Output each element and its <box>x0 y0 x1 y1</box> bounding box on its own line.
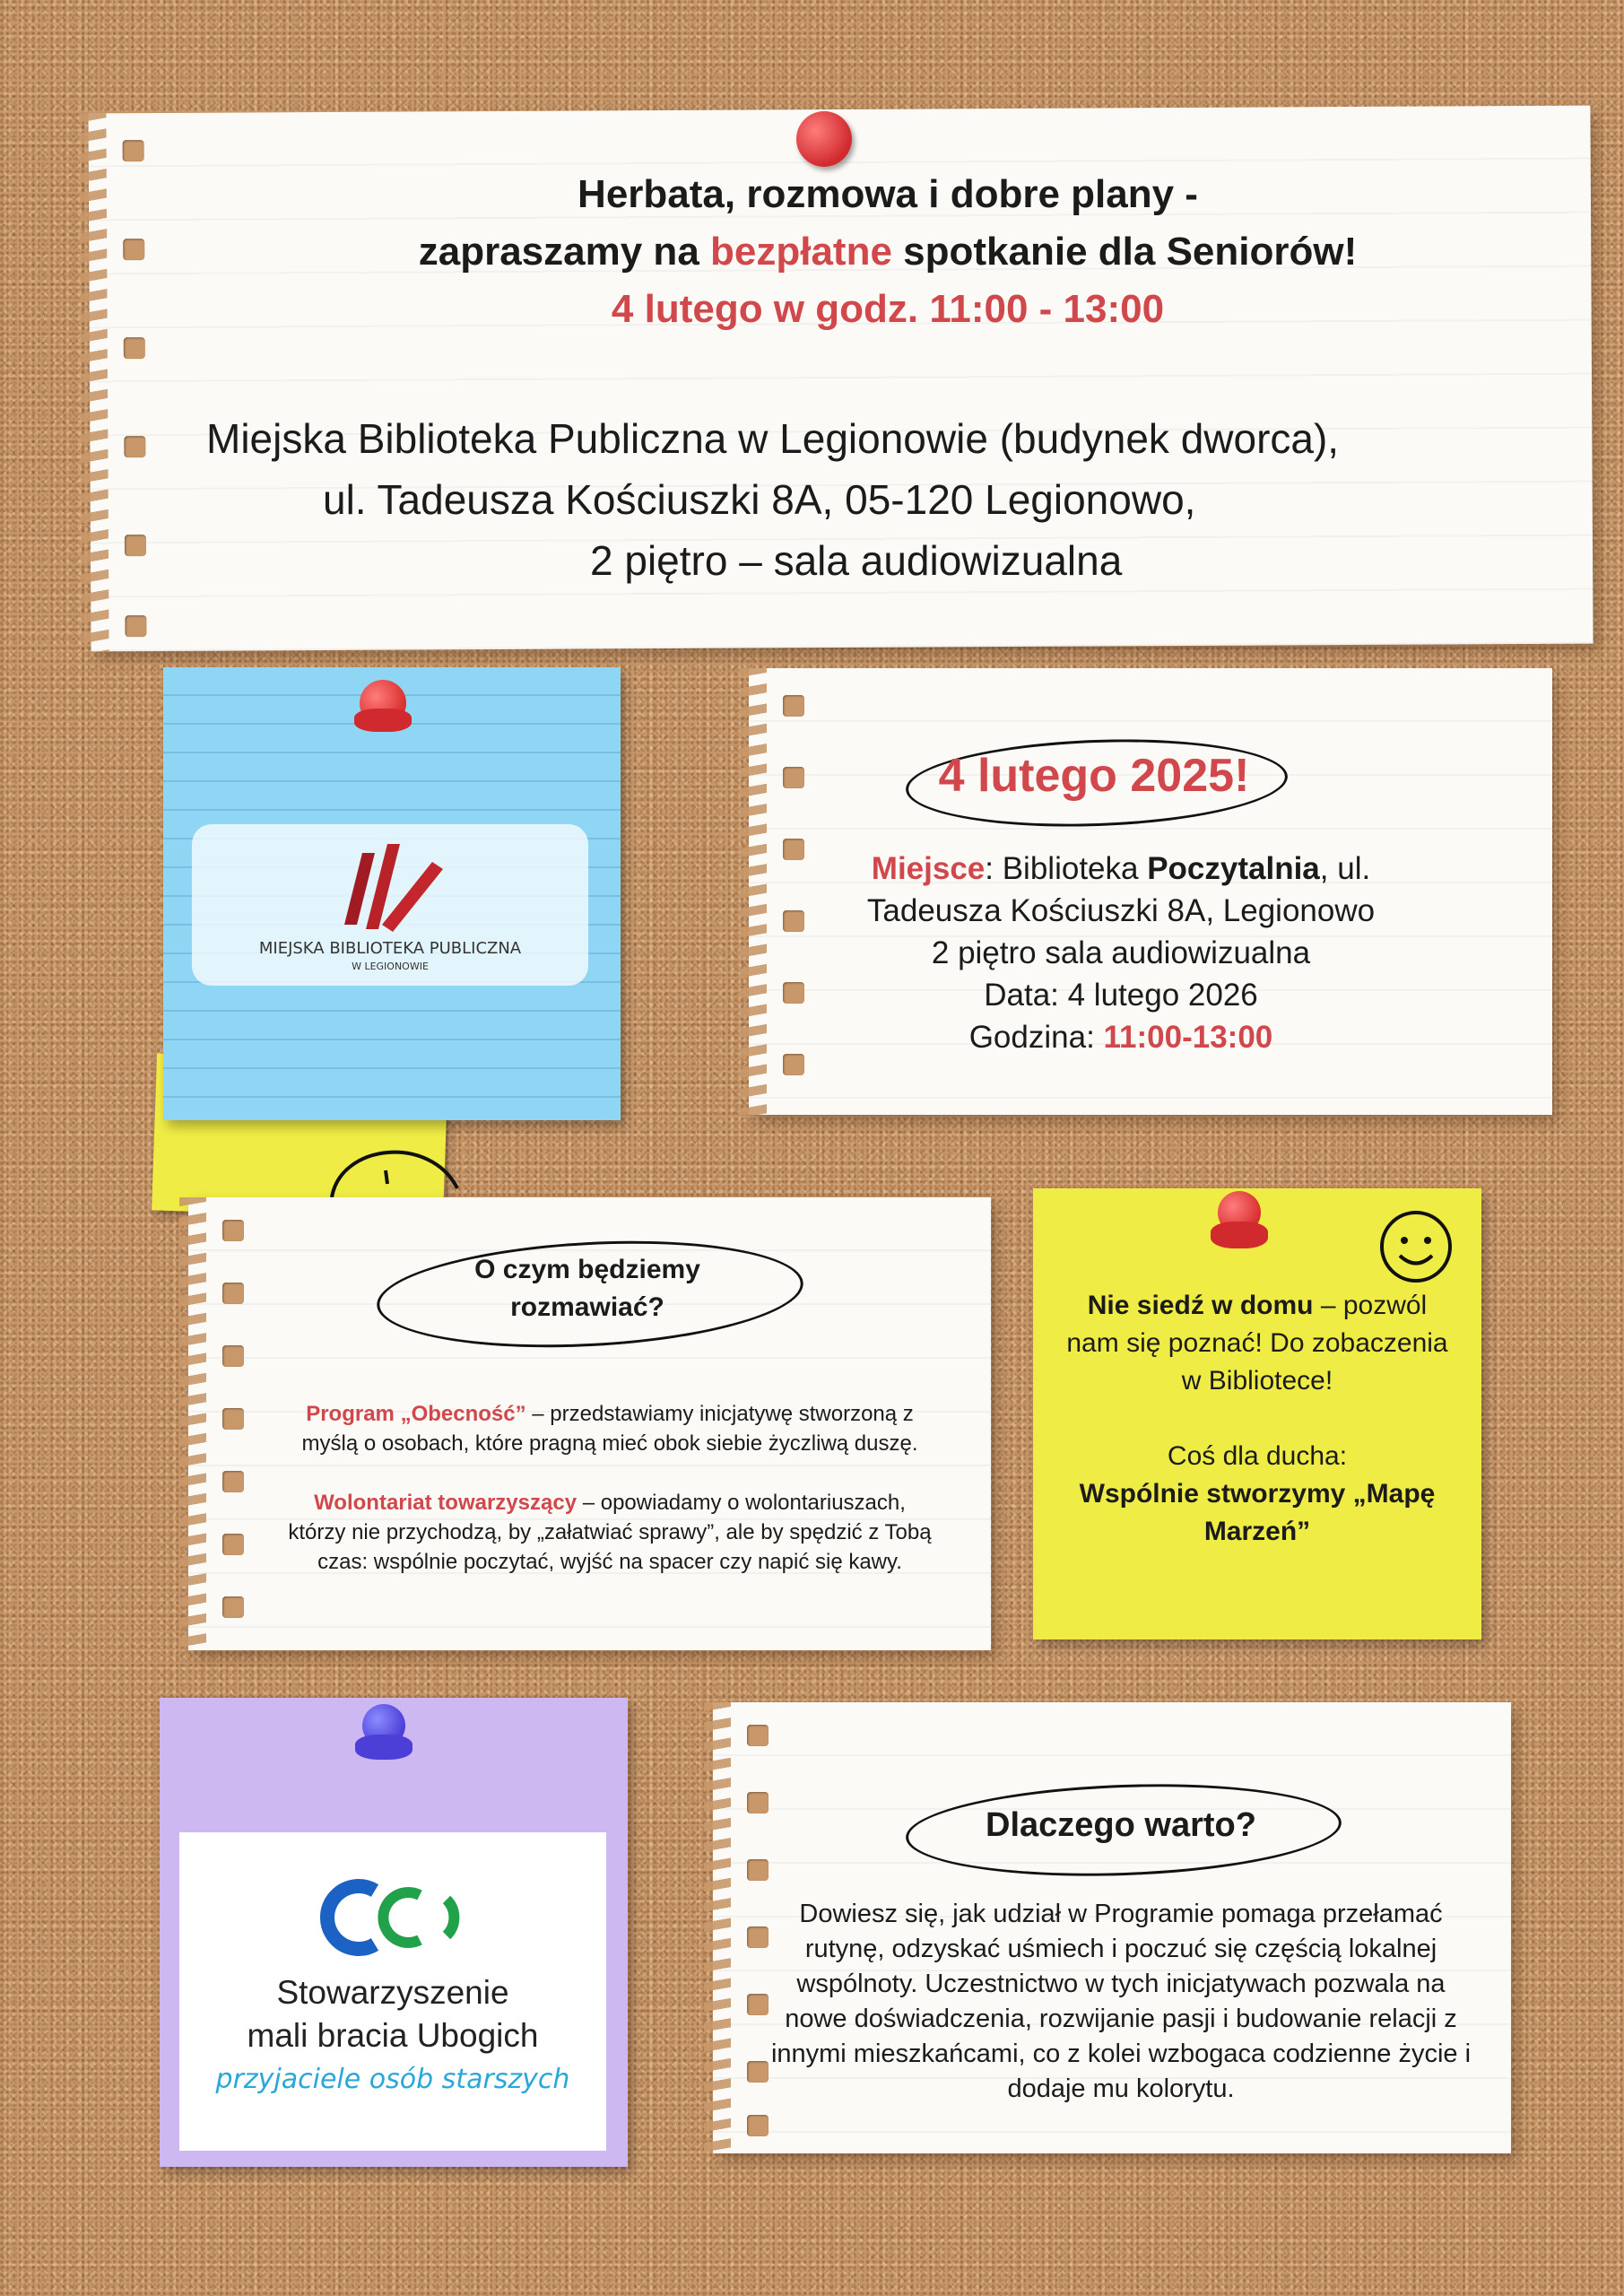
purple-pushpin-icon <box>355 1704 418 1785</box>
red-pin-icon <box>796 111 855 170</box>
smiley-face-icon <box>1376 1206 1456 1287</box>
library-logo-icon <box>326 835 452 934</box>
why-body: Dowiesz się, jak udział w Programie pomaga przełamać rutynę, odzyskać uśmiech i poczuć się częścią lokalnej wspólnoty. Uczestnictwo w tych inicjatywach pozwala na nowe doświadczenia, rozwijanie pasji i budowanie relacji z innymi mieszkańcami, co z kolei wzbogaca codzienne życie i dodaje mu kolorytu. <box>770 1900 1472 2103</box>
header-date-time: 4 lutego w godz. 11:00 - 13:00 <box>611 287 1165 331</box>
topics-heading: O czym będziemy rozmawiać? <box>474 1255 700 1322</box>
partner-logo-icon <box>312 1877 473 1958</box>
red-pushpin-icon <box>354 680 417 761</box>
date-card-details <box>789 848 1453 1058</box>
stay-home-text: Nie siedź w domu – pozwól nam się poznać! Do zobaczenia w Bibliotece! <box>1066 1291 1448 1396</box>
library-name-line2: W LEGIONOWIE <box>352 961 429 972</box>
red-pushpin-icon-2 <box>1211 1191 1273 1272</box>
header-address <box>161 408 1614 591</box>
floor-line: 2 piętro sala audiowizualna <box>931 935 1311 970</box>
free-highlight: bezpłatne <box>710 230 892 274</box>
address-line2: ul. Tadeusza Kościuszki 8A, 05-120 Legionowo, <box>323 476 1196 523</box>
dream-map-line: Wspólnie stworzymy „Mapę Marzeń” <box>1079 1479 1436 1546</box>
yellow-note-text <box>1060 1287 1455 1551</box>
address-line1: Miejska Biblioteka Publiczna w Legionowie (budynek dworca), <box>206 415 1340 462</box>
partner-name-line1: Stowarzyszenie <box>276 1974 509 2011</box>
library-logo-card <box>192 824 588 986</box>
date-line: Data: 4 lutego 2026 <box>984 978 1258 1013</box>
partner-name-line2: mali bracia Ubogich <box>247 2017 539 2054</box>
topics-body <box>287 1399 933 1577</box>
topic-volunteering: Wolontariat towarzyszący – opowiadamy o wolontariuszach, którzy nie przychodzą, by „załatwiać sprawy”, ale by spędzić z Tobą czas: wspólnie poczytać, wyjść na spacer czy napić się kawy. <box>288 1491 932 1574</box>
header-title-line2: zapraszamy na bezpłatne spotkanie dla Seniorów! <box>418 230 1358 274</box>
smiley-doodle-icon <box>323 1135 466 1206</box>
header-text <box>161 166 1614 338</box>
street-line: Tadeusza Kościuszki 8A, Legionowo <box>866 893 1376 928</box>
header-title-line1: Herbata, rozmowa i dobre plany - <box>578 172 1198 216</box>
date-card-heading: 4 lutego 2025! <box>938 750 1250 802</box>
library-name-line1: MIEJSKA BIBLIOTEKA PUBLICZNA <box>258 939 522 958</box>
partner-tagline: przyjaciele osób starszych <box>215 2064 570 2095</box>
topic-presence: Program „Obecność” – przedstawiamy inicjatywę stworzoną z myślą o osobach, które pragną mieć obok siebie życzliwą duszę. <box>301 1402 918 1456</box>
address-line3: 2 piętro – sala audiowizualna <box>590 537 1123 584</box>
place-line: Miejsce: Biblioteka Poczytalnia, ul. <box>871 851 1371 886</box>
binder-holes <box>88 113 162 651</box>
spirit-line: Coś dla ducha: <box>1167 1441 1348 1471</box>
partner-logo-card <box>179 1832 606 2151</box>
why-heading: Dlaczego warto? <box>986 1806 1256 1844</box>
time-line: Godzina: 11:00-13:00 <box>968 1020 1273 1055</box>
